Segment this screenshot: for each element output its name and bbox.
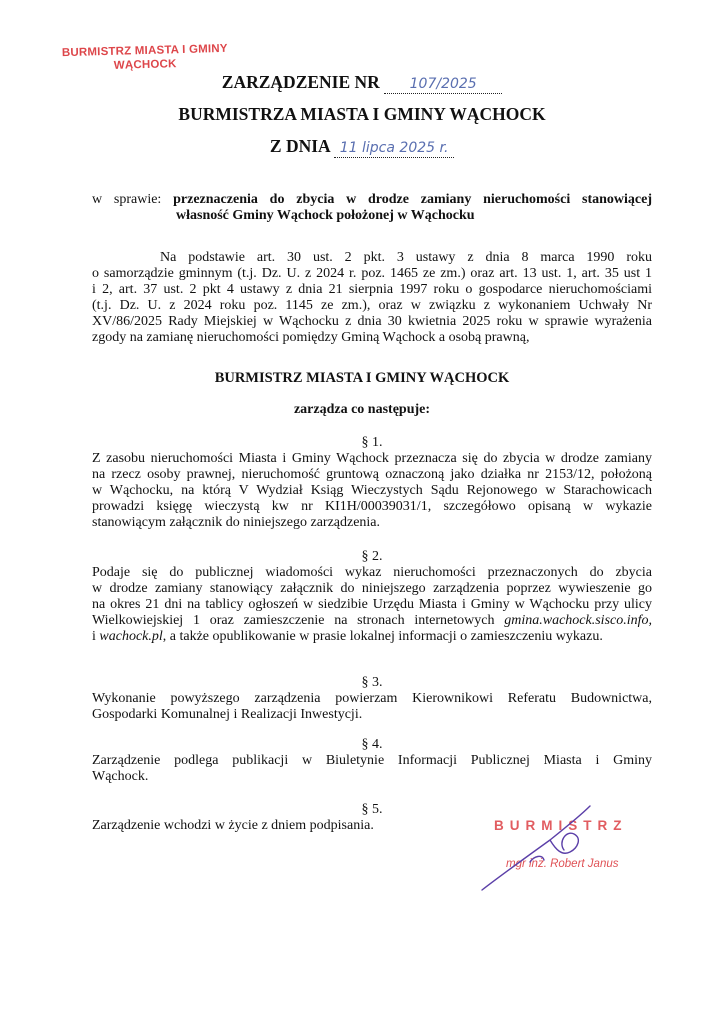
subject-line-1: przeznaczenia do zbycia w drodze zamiany nieruchomości stanowiącej	[173, 192, 652, 207]
section-line: w Wąchocku, na którą V Wydział Ksiąg Wieczystych Sądu Rejonowego w Starachowicach	[92, 483, 652, 498]
section-mark: § 4.	[361, 737, 383, 752]
date-prefix: Z DNIA	[269, 136, 330, 156]
subject-line-2: własność Gminy Wąchock położonej w Wąchocku	[176, 208, 475, 223]
section-line: stanowiącym załącznik do niniejszego zarządzenia.	[92, 515, 381, 530]
section-line	[92, 629, 652, 645]
subject	[92, 192, 652, 224]
signature-title-stamp: BURMISTRZ	[494, 818, 628, 833]
section-4	[92, 737, 652, 785]
document-date-line	[0, 136, 724, 158]
orders-line: zarządza co następuje:	[293, 402, 431, 417]
section-line-text: i	[92, 629, 96, 644]
preamble-line: zgody na zamianę nieruchomości pomiędzy Gminą Wąchock a osobą prawną,	[92, 330, 530, 345]
section-line: Z zasobu nieruchomości Miasta i Gminy Wąchock przeznacza się do zbycia w drodze zamiany	[92, 451, 652, 466]
section-mark: § 3.	[361, 675, 383, 690]
stamp-line-1: BURMISTRZ MIASTA I GMINY	[61, 42, 228, 60]
section-line-text: , a także opublikowanie w prasie lokalnej informacji o zamieszczeniu wykazu.	[162, 629, 603, 644]
section-line	[92, 613, 652, 629]
preamble-line: i 2, art. 37 ust. 2 pkt 4 ustawy z dnia 21 sierpnia 1997 roku o gospodarce nieruchomościami	[92, 282, 652, 297]
section-3	[92, 675, 652, 723]
preamble-line: XV/86/2025 Rady Miejskiej w Wąchocku z dnia 30 kwietnia 2025 roku w sprawie wyrażenia	[92, 314, 652, 329]
stamp-line-2: WĄCHOCK	[113, 58, 177, 72]
handwritten-signature	[470, 798, 620, 898]
section-mark: § 5.	[361, 802, 383, 817]
section-line: Wykonanie powyższego zarządzenia powierzam Kierownikowi Referatu Budownictwa,	[92, 691, 652, 706]
website-link-1[interactable]: gmina.wachock.sisco.info,	[504, 613, 653, 628]
date-field	[334, 136, 454, 158]
section-line: na rzecz osoby prawnej, nieruchomość gruntową oznaczoną jako działka nr 2153/12, położoną	[92, 467, 652, 482]
document-number: 107/2025	[409, 76, 477, 92]
number-field	[384, 72, 502, 94]
document-date: 11 lipca 2025 r.	[339, 140, 449, 156]
section-line: Zarządzenie wchodzi w życie z dniem podpisania.	[92, 818, 374, 833]
preamble	[92, 250, 652, 346]
title-prefix: ZARZĄDZENIE NR	[221, 72, 380, 92]
signature-name-stamp: mgr inż. Robert Janus	[506, 858, 619, 870]
section-line-text: Wielkowiejskiej 1 oraz zamieszczenie na stronach internetowych	[92, 613, 495, 628]
section-line: Podaje się do publicznej wiadomości wykaz nieruchomości przeznaczonych do zbycia	[92, 565, 652, 580]
section-line: w drodze zamiany stanowiący załącznik do niniejszego zarządzenia poprzez wywieszenie go	[92, 581, 652, 596]
section-line: Gospodarki Komunalnej i Realizacji Inwestycji.	[92, 707, 363, 722]
preamble-line: Na podstawie art. 30 ust. 2 pkt. 3 ustawy z dnia 8 marca 1990 roku	[160, 250, 652, 265]
section-line: Wąchock.	[92, 769, 149, 784]
section-mark: § 2.	[361, 549, 383, 564]
document-title	[0, 72, 724, 94]
website-link-2[interactable]: wachock.pl	[99, 629, 163, 644]
office-stamp	[60, 42, 231, 74]
issuing-authority: BURMISTRZA MIASTA I GMINY WĄCHOCK	[178, 104, 546, 124]
preamble-line: o samorządzie gminnym (t.j. Dz. U. z 2024 r. poz. 1465 ze zm.) oraz art. 13 ust. 1, art. 35 ust 1	[92, 266, 652, 281]
subject-label: w sprawie:	[92, 192, 162, 207]
section-line: Zarządzenie podlega publikacji w Biuletynie Informacji Publicznej Miasta i Gminy	[92, 753, 652, 768]
burmistrz-heading: BURMISTRZ MIASTA I GMINY WĄCHOCK	[214, 370, 510, 386]
section-2	[92, 549, 652, 645]
section-1	[92, 435, 652, 531]
preamble-line: (t.j. Dz. U. z 2024 roku poz. 1145 ze zm.), oraz w związku z wykonaniem Uchwały Nr	[92, 298, 652, 313]
section-mark: § 1.	[361, 435, 383, 450]
section-line: prowadzi księgę wieczystą kw nr KI1H/00039031/1, szczegółowo opisaną w wykazie	[92, 499, 652, 514]
section-line: na okres 21 dni na tablicy ogłoszeń w siedzibie Urzędu Miasta i Gminy w Wąchocku przy ulicy	[92, 597, 652, 612]
